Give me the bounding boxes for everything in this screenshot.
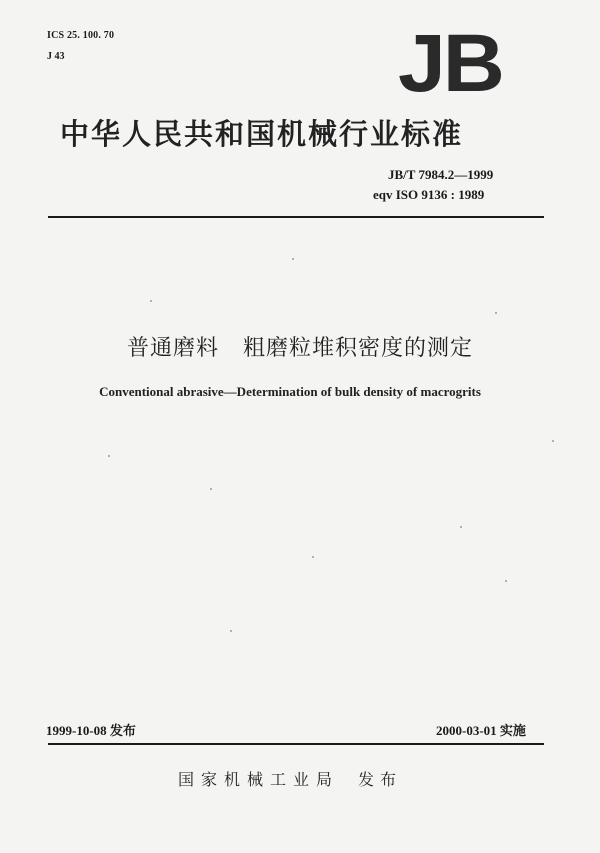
- standard-title-chinese: 普通磨料 粗磨粒堆积密度的测定: [127, 336, 473, 361]
- publisher-name: 国家机械工业局: [177, 770, 339, 789]
- header-divider: [48, 216, 544, 218]
- classification-code: J 43: [47, 51, 65, 62]
- footer-divider: [48, 743, 544, 745]
- implementation-date: 2000-03-01 实施: [436, 723, 526, 738]
- publisher-action: 发布: [358, 770, 403, 789]
- standard-number: JB/T 7984.2—1999: [388, 167, 494, 182]
- issue-date: 1999-10-08 发布: [46, 723, 136, 738]
- organization-title: 中华人民共和国机械行业标准: [60, 117, 464, 151]
- publisher-line: [0, 769, 580, 791]
- jb-logo: JB: [398, 18, 502, 109]
- ics-code: ICS 25. 100. 70: [47, 30, 115, 41]
- international-equivalence: eqv ISO 9136 : 1989: [373, 187, 485, 202]
- standard-title-english: Conventional abrasive—Determination of bulk density of macrogrits: [99, 384, 481, 399]
